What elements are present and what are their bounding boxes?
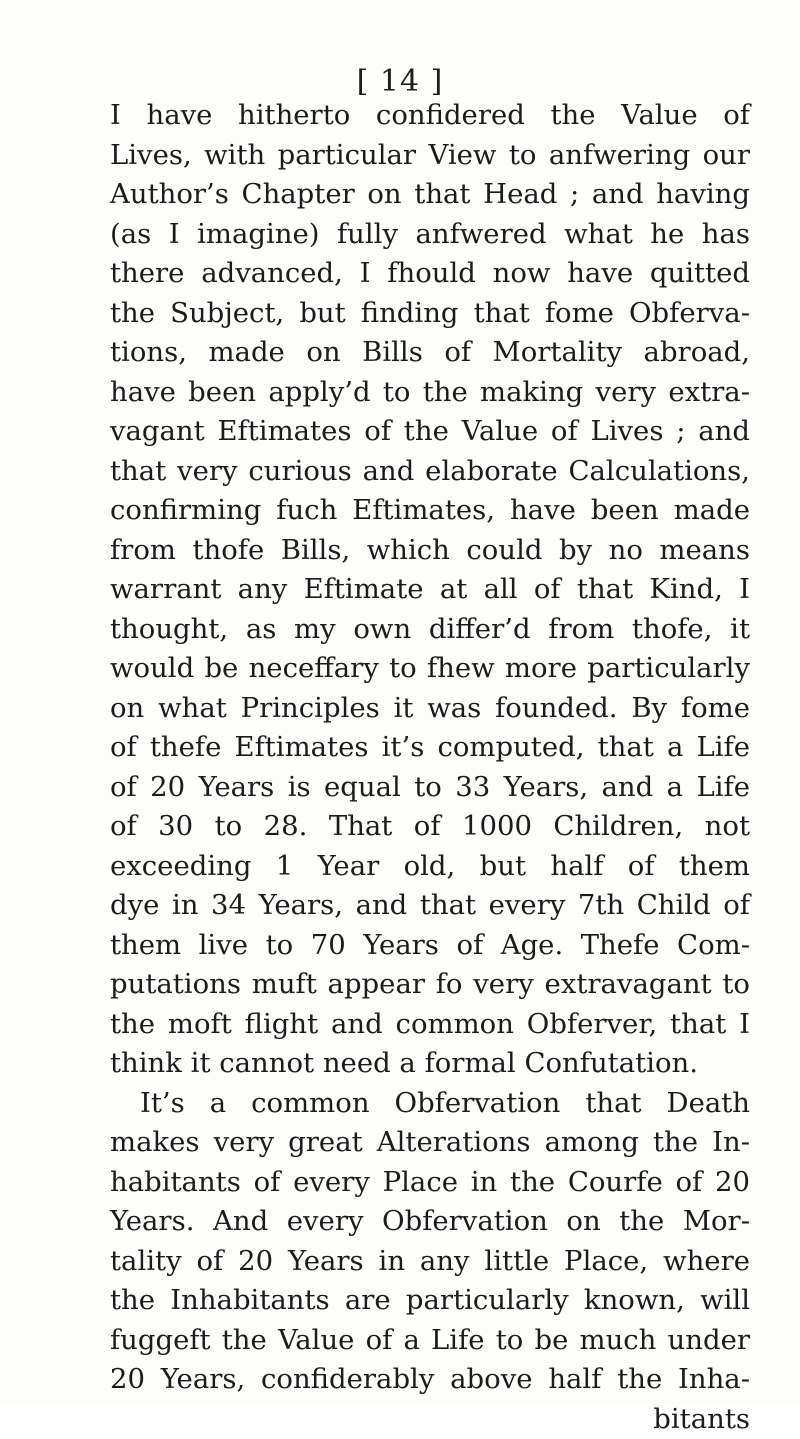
text-line: (as I imagine) fully anfwered what he has xyxy=(110,215,750,255)
text-line: on what Principles it was founded. By fome xyxy=(110,689,750,729)
text-line: there advanced, I fhould now have quitted xyxy=(110,254,750,294)
body-text xyxy=(110,96,750,1439)
text-line: 20 Years, confiderably above half the Inha- xyxy=(110,1360,750,1400)
text-line: I have hitherto confidered the Value of xyxy=(110,96,750,136)
text-line: tality of 20 Years in any little Place, where xyxy=(110,1242,750,1282)
text-line: the Subject, but finding that fome Obferva- xyxy=(110,294,750,334)
text-line: of 30 to 28. That of 1000 Children, not xyxy=(110,807,750,847)
text-line: confirming fuch Eftimates, have been made xyxy=(110,491,750,531)
text-line: have been apply’d to the making very extra- xyxy=(110,373,750,413)
text-line: from thofe Bills, which could by no means xyxy=(110,531,750,571)
text-line: exceeding 1 Year old, but half of them xyxy=(110,847,750,887)
text-line: Lives, with particular View to anfwering our xyxy=(110,136,750,176)
text-line: Years. And every Obfervation on the Mor- xyxy=(110,1202,750,1242)
text-line: habitants of every Place in the Courfe of 20 xyxy=(110,1163,750,1203)
text-line: warrant any Eftimate at all of that Kind, I xyxy=(110,570,750,610)
text-line: thought, as my own differ’d from thofe, it xyxy=(110,610,750,650)
text-line: of 20 Years is equal to 33 Years, and a Life xyxy=(110,768,750,808)
text-line: vagant Eftimates of the Value of Lives ; and xyxy=(110,412,750,452)
text-line: It’s a common Obfervation that Death xyxy=(110,1084,750,1124)
text-line: of thefe Eftimates it’s computed, that a Life xyxy=(110,728,750,768)
text-line: the Inhabitants are particularly known, will xyxy=(110,1281,750,1321)
text-line: think it cannot need a formal Confutation. xyxy=(110,1044,750,1084)
catchword: bitants xyxy=(110,1400,750,1439)
text-line: dye in 34 Years, and that every 7th Child of xyxy=(110,886,750,926)
text-line: that very curious and elaborate Calculations, xyxy=(110,452,750,492)
text-line: Author’s Chapter on that Head ; and having xyxy=(110,175,750,215)
text-line: makes very great Alterations among the In- xyxy=(110,1123,750,1163)
text-line: tions, made on Bills of Mortality abroad, xyxy=(110,333,750,373)
text-line: would be neceffary to fhew more particularly xyxy=(110,649,750,689)
page-number: [ 14 ] xyxy=(0,64,800,99)
text-line: the moft flight and common Obferver, that I xyxy=(110,1005,750,1045)
text-line: them live to 70 Years of Age. Thefe Com- xyxy=(110,926,750,966)
text-line: putations muft appear fo very extravagant to xyxy=(110,965,750,1005)
text-line: fuggeft the Value of a Life to be much under xyxy=(110,1321,750,1361)
